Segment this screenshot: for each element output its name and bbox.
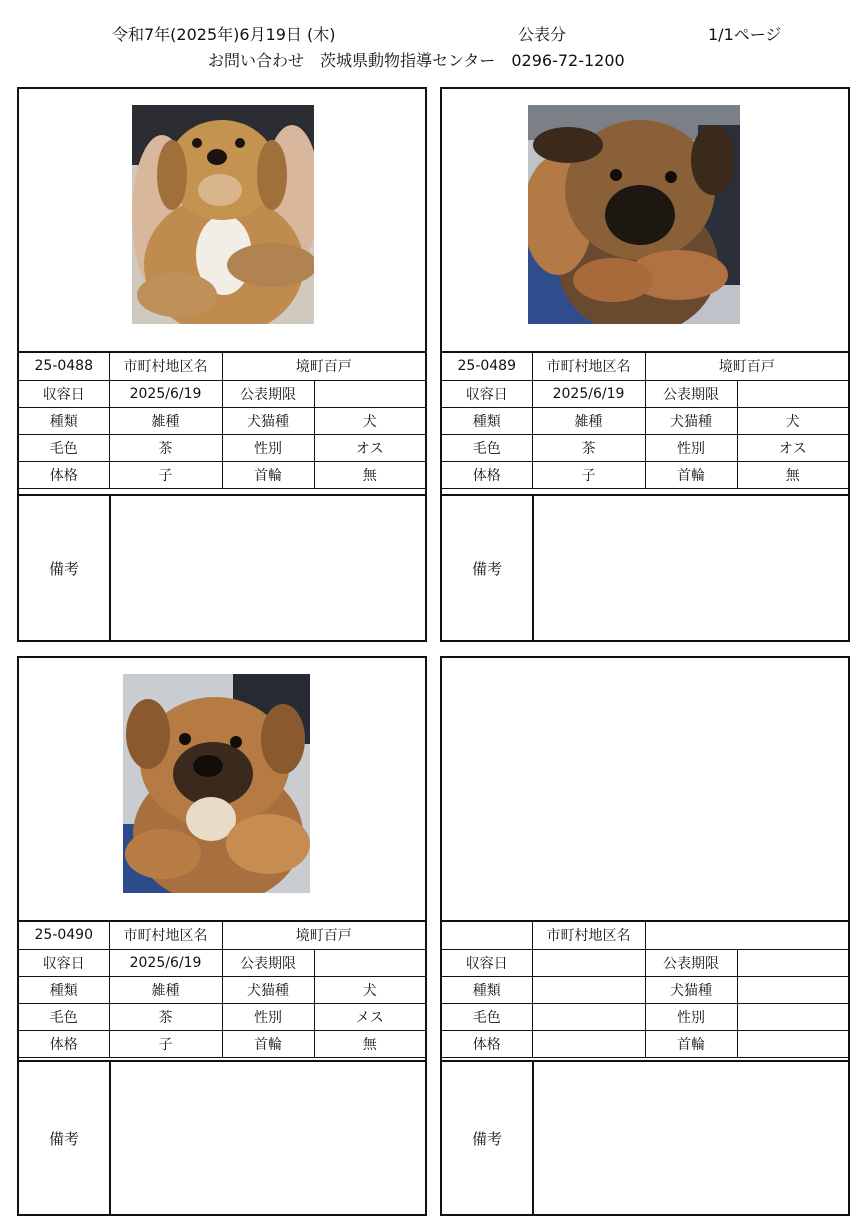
species-value: 犬	[314, 407, 425, 434]
animal-id: 25-0488	[19, 353, 109, 380]
sex-value: オス	[314, 434, 425, 461]
animal-card	[17, 87, 427, 642]
sex-label: 性別	[645, 1003, 737, 1030]
breed-label: 種類	[442, 407, 532, 434]
puppy-photo[interactable]	[528, 105, 740, 324]
intake-date-label: 収容日	[442, 949, 532, 976]
sex-value: メス	[314, 1003, 425, 1030]
puppy-photo[interactable]	[132, 105, 314, 324]
remarks-label: 備考	[19, 1062, 111, 1214]
intake-date-value: 2025/6/19	[109, 380, 222, 407]
size-value: 子	[532, 461, 645, 488]
puppy-photo[interactable]	[123, 674, 310, 893]
sex-value	[737, 1003, 848, 1030]
species-value: 犬	[314, 976, 425, 1003]
size-label: 体格	[19, 461, 109, 488]
species-label: 犬猫種	[645, 976, 737, 1003]
species-label: 犬猫種	[645, 407, 737, 434]
remarks-label: 備考	[442, 496, 534, 640]
color-value: 茶	[109, 434, 222, 461]
animal-info-table	[19, 922, 425, 1058]
species-value	[737, 976, 848, 1003]
municipality-label: 市町村地区名	[109, 353, 222, 380]
remarks-row	[442, 494, 848, 640]
photo-area	[19, 89, 425, 353]
publish-deadline-value	[314, 949, 425, 976]
sex-value: オス	[737, 434, 848, 461]
photo-area	[442, 89, 848, 353]
contact-info: お問い合わせ 茨城県動物指導センター 0296-72-1200	[208, 51, 625, 70]
remarks-row	[19, 494, 425, 640]
size-label: 体格	[19, 1030, 109, 1057]
collar-label: 首輪	[222, 1030, 314, 1057]
breed-value: 雑種	[109, 976, 222, 1003]
report-category: 公表分	[518, 25, 567, 44]
municipality-label: 市町村地区名	[109, 922, 222, 949]
publish-deadline-label: 公表期限	[222, 380, 314, 407]
remarks-value	[534, 1062, 848, 1214]
color-label: 毛色	[19, 434, 109, 461]
animal-info-table	[442, 353, 848, 489]
publish-deadline-value	[737, 949, 848, 976]
size-value	[532, 1030, 645, 1057]
animal-info-table	[19, 353, 425, 489]
animal-id	[442, 922, 532, 949]
species-label: 犬猫種	[222, 976, 314, 1003]
municipality-value: 境町百戸	[645, 353, 848, 380]
size-value: 子	[109, 461, 222, 488]
size-value: 子	[109, 1030, 222, 1057]
color-value: 茶	[532, 434, 645, 461]
color-value: 茶	[109, 1003, 222, 1030]
sex-label: 性別	[645, 434, 737, 461]
collar-label: 首輪	[222, 461, 314, 488]
publish-deadline-label: 公表期限	[645, 949, 737, 976]
color-label: 毛色	[442, 1003, 532, 1030]
breed-label: 種類	[442, 976, 532, 1003]
remarks-row	[442, 1060, 848, 1214]
remarks-label: 備考	[19, 496, 111, 640]
remarks-value	[111, 496, 425, 640]
animal-id: 25-0489	[442, 353, 532, 380]
collar-label: 首輪	[645, 1030, 737, 1057]
sex-label: 性別	[222, 1003, 314, 1030]
animal-id: 25-0490	[19, 922, 109, 949]
size-label: 体格	[442, 461, 532, 488]
animal-card-empty	[440, 656, 850, 1216]
intake-date-label: 収容日	[19, 949, 109, 976]
collar-value: 無	[737, 461, 848, 488]
collar-value: 無	[314, 1030, 425, 1057]
animal-info-table	[442, 922, 848, 1058]
publish-deadline-value	[737, 380, 848, 407]
intake-date-value: 2025/6/19	[532, 380, 645, 407]
publish-deadline-label: 公表期限	[222, 949, 314, 976]
remarks-value	[534, 496, 848, 640]
color-label: 毛色	[442, 434, 532, 461]
breed-label: 種類	[19, 976, 109, 1003]
intake-date-value	[532, 949, 645, 976]
breed-value: 雑種	[532, 407, 645, 434]
breed-value	[532, 976, 645, 1003]
municipality-value: 境町百戸	[222, 353, 425, 380]
sex-label: 性別	[222, 434, 314, 461]
remarks-label: 備考	[442, 1062, 534, 1214]
page-indicator: 1/1ページ	[708, 25, 782, 44]
report-date: 令和7年(2025年)6月19日 (木)	[112, 25, 336, 44]
intake-date-label: 収容日	[19, 380, 109, 407]
breed-label: 種類	[19, 407, 109, 434]
municipality-label: 市町村地区名	[532, 922, 645, 949]
photo-area	[19, 658, 425, 922]
municipality-value	[645, 922, 848, 949]
intake-date-value: 2025/6/19	[109, 949, 222, 976]
municipality-value: 境町百戸	[222, 922, 425, 949]
remarks-row	[19, 1060, 425, 1214]
publish-deadline-value	[314, 380, 425, 407]
photo-area	[442, 658, 848, 922]
remarks-value	[111, 1062, 425, 1214]
animal-card	[440, 87, 850, 642]
size-label: 体格	[442, 1030, 532, 1057]
color-label: 毛色	[19, 1003, 109, 1030]
animal-card	[17, 656, 427, 1216]
publish-deadline-label: 公表期限	[645, 380, 737, 407]
municipality-label: 市町村地区名	[532, 353, 645, 380]
collar-value	[737, 1030, 848, 1057]
breed-value: 雑種	[109, 407, 222, 434]
collar-label: 首輪	[645, 461, 737, 488]
collar-value: 無	[314, 461, 425, 488]
intake-date-label: 収容日	[442, 380, 532, 407]
color-value	[532, 1003, 645, 1030]
species-label: 犬猫種	[222, 407, 314, 434]
species-value: 犬	[737, 407, 848, 434]
